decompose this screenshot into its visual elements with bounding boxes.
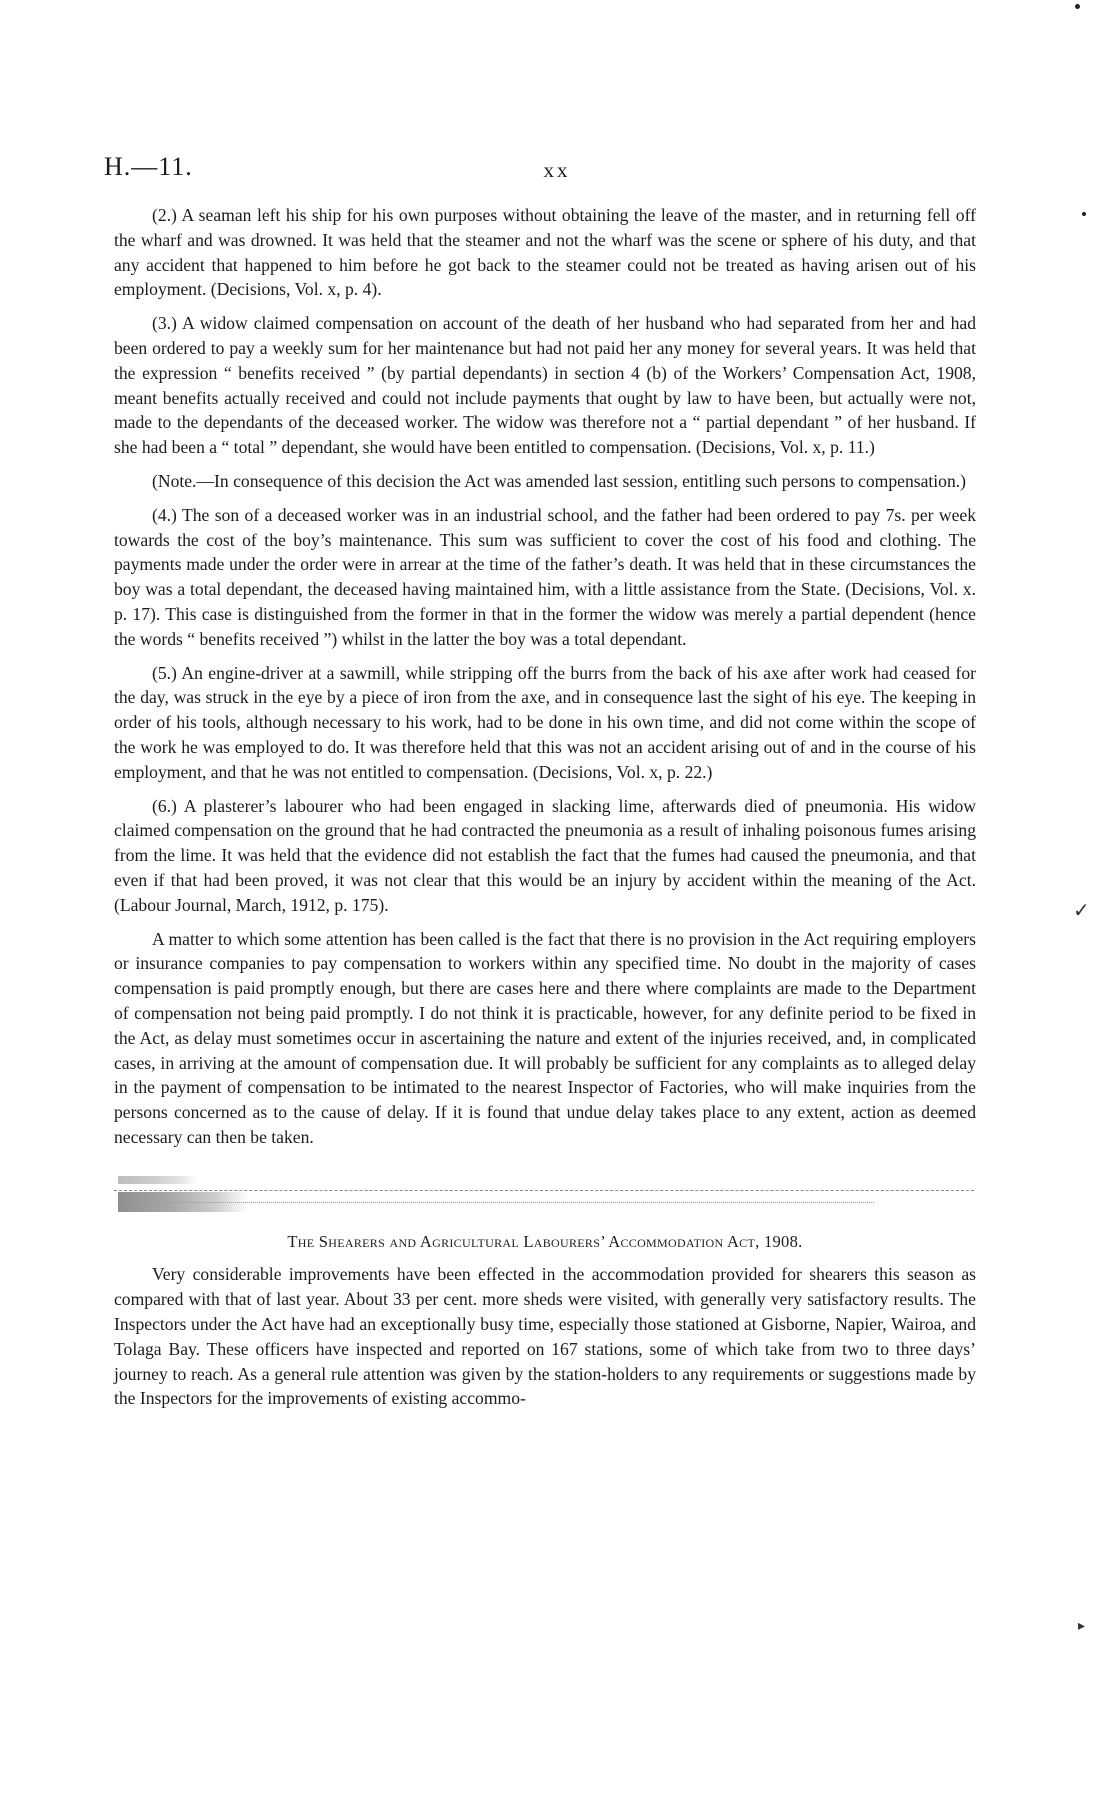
paragraph-case-2: (2.) A seaman left his ship for his own purposes without obtaining the leave of the master, and in returning fell off the wharf and was drowned. It was held that the steamer and not the wharf was the scene or sphere of his duty, and that any accident that happened to him before he got back to the steamer could not be treated as having arisen out of his employment. (Decisions, Vol. x, p. 4).: [114, 205, 976, 300]
document-reference: H.—11.: [104, 152, 193, 181]
paragraph-case-4: (4.) The son of a deceased worker was in an industrial school, and the father had been ordered to pay 7s. per week towards the cost of the boy’s maintenance. This sum was sufficient to cover the cost of his food and clothing. The payments made under the order were in arrear at the time of the father’s death. It was held that in these circumstances the boy was a total dependant, the deceased having maintained him, with a little assistance from the State. (Decisions, Vol. x. p. 17). This case is distinguished from the former in that in the former the widow was merely a partial dependent (hence the words “ benefits received ”) whilst in the latter the boy was a total dependant.: [114, 504, 976, 649]
page-number: xx: [543, 158, 571, 182]
divider-line: [154, 1202, 874, 1203]
margin-check-mark: ✓: [1073, 898, 1090, 922]
paragraph-case-5: (5.) An engine-driver at a sawmill, while stripping off the burrs from the back of his axe after work had ceased for the day, was struck in the eye by a piece of iron from the axe, and in consequence last the sight of his eye. The keeping in order of his tools, although necessary to his work, had to be done in his own time, and did not come within the scope of the work he was employed to do. It was therefore held that this was not an accident arising out of and in the course of his employment, and that he was not entitled to compensation. (Decisions, Vol. x, p. 22.): [114, 662, 976, 782]
scan-smudge: [118, 1176, 198, 1184]
page-body: [114, 203, 976, 1420]
paragraph-case-3: (3.) A widow claimed compensation on account of the death of her husband who had separated from her and had been ordered to pay a weekly sum for her maintenance but had not paid her any money for several years. It was held that the expression “ benefits received ” (by partial dependants) in section 4 (b) of the Workers’ Compensation Act, 1908, meant benefits actually received and could not include payments that ought by law to have been, but actually were not, made to the dependants of the deceased worker. The widow was therefore not a “ partial dependant ” of her husband. If she had been a “ total ” dependant, she would have been entitled to compensation. (Decisions, Vol. x, p. 11.): [114, 313, 976, 458]
paragraph-compensation-delay: A matter to which some attention has been called is the fact that there is no provision in the Act requiring employers or insurance companies to pay compensation to workers within any specified time. No doubt in the majority of cases compensation is paid promptly enough, but there are cases here and there where complaints are made to the Department of compensation not being paid promptly. I do not think it is practicable, however, for any definite period to be fixed in the Act, as delay must sometimes occur in ascertaining the nature and extent of the injuries received, and, in complicated cases, in arriving at the amount of compensation due. It will probably be sufficient for any complaints as to alleged delay in the payment of compensation to be intimated to the nearest Inspector of Factories, who will make inquiries from the persons concerned as to the cause of delay. If it is found that undue delay takes place to any extent, action as deemed necessary can then be taken.: [114, 928, 976, 1147]
paragraph-note: (Note.—In consequence of this decision the Act was amended last session, entitling such persons to compensation.): [152, 470, 967, 491]
scan-speck: [1082, 212, 1086, 216]
section-heading: The Shearers and Agricultural Labourers’ Accommodation Act, 1908.: [287, 1231, 803, 1251]
margin-arrow-mark: ▸: [1078, 1618, 1086, 1634]
paragraph-shearers-accommodation: Very considerable improvements have been effected in the accommodation provided for shearers this season as compared with that of last year. About 33 per cent. more sheds were visited, with generally very satisfactory results. The Inspectors under the Act have had an exceptionally busy time, especially those stationed at Gisborne, Napier, Wairoa, and Tolaga Bay. These officers have inspected and reported on 167 stations, some of which take from two to three days’ journey to reach. As a general rule attention was given by the station-holders to any requirements or suggestions made by the Inspectors for the improvements of existing accommo-: [114, 1264, 976, 1409]
divider-line: [114, 1190, 974, 1191]
scan-speck: [1075, 4, 1080, 9]
paragraph-case-6: (6.) A plasterer’s labourer who had been engaged in slacking lime, afterwards died of pneumonia. His widow claimed compensation on the ground that he had contracted the pneumonia as a result of inhaling poisonous fumes arising from the lime. It was held that the evidence did not establish the fact that the fumes had caused the pneumonia, and that even if that had been proved, it was not clear that this would be an injury by accident within the meaning of the Act. (Labour Journal, March, 1912, p. 175).: [114, 795, 976, 915]
section-divider: [114, 1168, 976, 1228]
